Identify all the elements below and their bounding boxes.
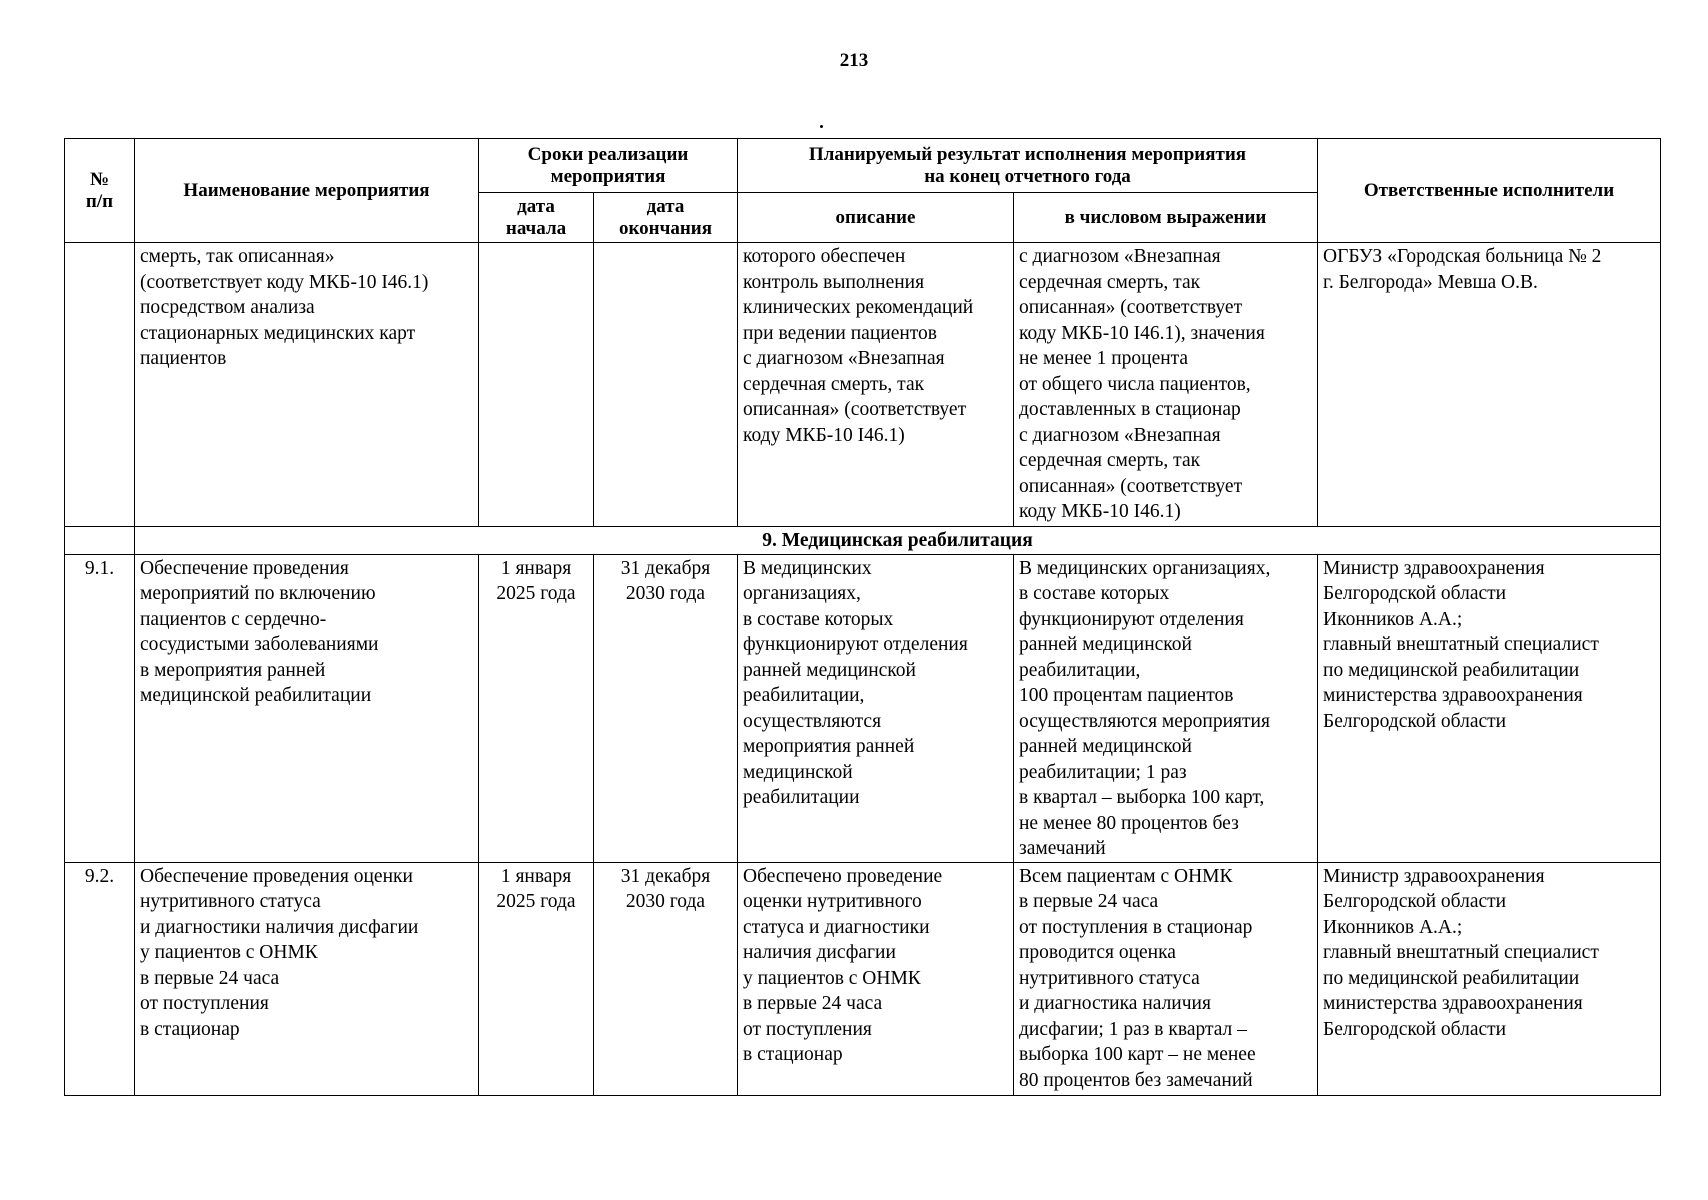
header-num: № п/п xyxy=(65,139,135,243)
row-responsible: Министр здравоохранения Белгородской области Иконников А.А.; главный внештатный специалист по медицинской реабилитации министерства здравоохранения Белгородской области xyxy=(1318,862,1661,1095)
row-num: 9.1. xyxy=(65,554,135,862)
row-start: 1 января 2025 года xyxy=(479,862,594,1095)
row-num: 9.2. xyxy=(65,862,135,1095)
section-title: 9. Медицинская реабилитация xyxy=(135,527,1661,555)
row-name: Обеспечение проведения мероприятий по включению пациентов с сердечно- сосудистыми заболеваниями в мероприятия ранней медицинской реабилитации xyxy=(135,554,479,862)
header-name: Наименование мероприятия xyxy=(135,139,479,243)
header-terms: Сроки реализации мероприятия xyxy=(479,139,738,193)
section-num xyxy=(65,527,135,555)
header-numeric: в числовом выражении xyxy=(1014,193,1318,243)
row-numeric: В медицинских организациях, в составе которых функционируют отделения ранней медицинской реабилитации, 100 процентам пациентов осуществляются мероприятия ранней медицинской реабилитации; 1 раз в квартал – выборка 100 карт, не менее 80 процентов без замечаний xyxy=(1014,554,1318,862)
header-description: описание xyxy=(738,193,1014,243)
table-row xyxy=(65,862,1661,1095)
table-row xyxy=(65,243,1661,527)
table-row xyxy=(65,554,1661,862)
header-end: дата окончания xyxy=(594,193,738,243)
row-numeric: с диагнозом «Внезапная сердечная смерть, так описанная» (соответствует коду МКБ-10 I46.1), значения не менее 1 процента от общего числа пациентов, доставленных в стационар с диагнозом «Внезапная сердечная смерть, так описанная» (соответствует коду МКБ-10 I46.1) xyxy=(1014,243,1318,527)
row-name: смерть, так описанная» (соответствует коду МКБ-10 I46.1) посредством анализа стационарных медицинских карт пациентов xyxy=(135,243,479,527)
header-result: Планируемый результат исполнения мероприятия на конец отчетного года xyxy=(738,139,1318,193)
row-num xyxy=(65,243,135,527)
row-responsible: ОГБУЗ «Городская больница № 2 г. Белгорода» Мевша О.В. xyxy=(1318,243,1661,527)
row-end: 31 декабря 2030 года xyxy=(594,554,738,862)
scan-speck xyxy=(820,125,823,128)
row-end: 31 декабря 2030 года xyxy=(594,862,738,1095)
row-end xyxy=(594,243,738,527)
row-description: Обеспечено проведение оценки нутритивного статуса и диагностики наличия дисфагии у пациентов с ОНМК в первые 24 часа от поступления в стационар xyxy=(738,862,1014,1095)
row-name: Обеспечение проведения оценки нутритивного статуса и диагностики наличия дисфагии у пациентов с ОНМК в первые 24 часа от поступления в стационар xyxy=(135,862,479,1095)
row-description: которого обеспечен контроль выполнения клинических рекомендаций при ведении пациентов с диагнозом «Внезапная сердечная смерть, так описанная» (соответствует коду МКБ-10 I46.1) xyxy=(738,243,1014,527)
row-start: 1 января 2025 года xyxy=(479,554,594,862)
row-description: В медицинских организациях, в составе которых функционируют отделения ранней медицинской реабилитации, осуществляются мероприятия ранней медицинской реабилитации xyxy=(738,554,1014,862)
row-start xyxy=(479,243,594,527)
table-header xyxy=(65,139,1661,243)
action-plan-table xyxy=(64,138,1661,1096)
header-start: дата начала xyxy=(479,193,594,243)
section-row xyxy=(65,527,1661,555)
header-responsible: Ответственные исполнители xyxy=(1318,139,1661,243)
page-number: 213 xyxy=(839,50,869,71)
row-numeric: Всем пациентам с ОНМК в первые 24 часа от поступления в стационар проводится оценка нутритивного статуса и диагностика наличия дисфагии; 1 раз в квартал – выборка 100 карт – не менее 80 процентов без замечаний xyxy=(1014,862,1318,1095)
row-responsible: Министр здравоохранения Белгородской области Иконников А.А.; главный внештатный специалист по медицинской реабилитации министерства здравоохранения Белгородской области xyxy=(1318,554,1661,862)
